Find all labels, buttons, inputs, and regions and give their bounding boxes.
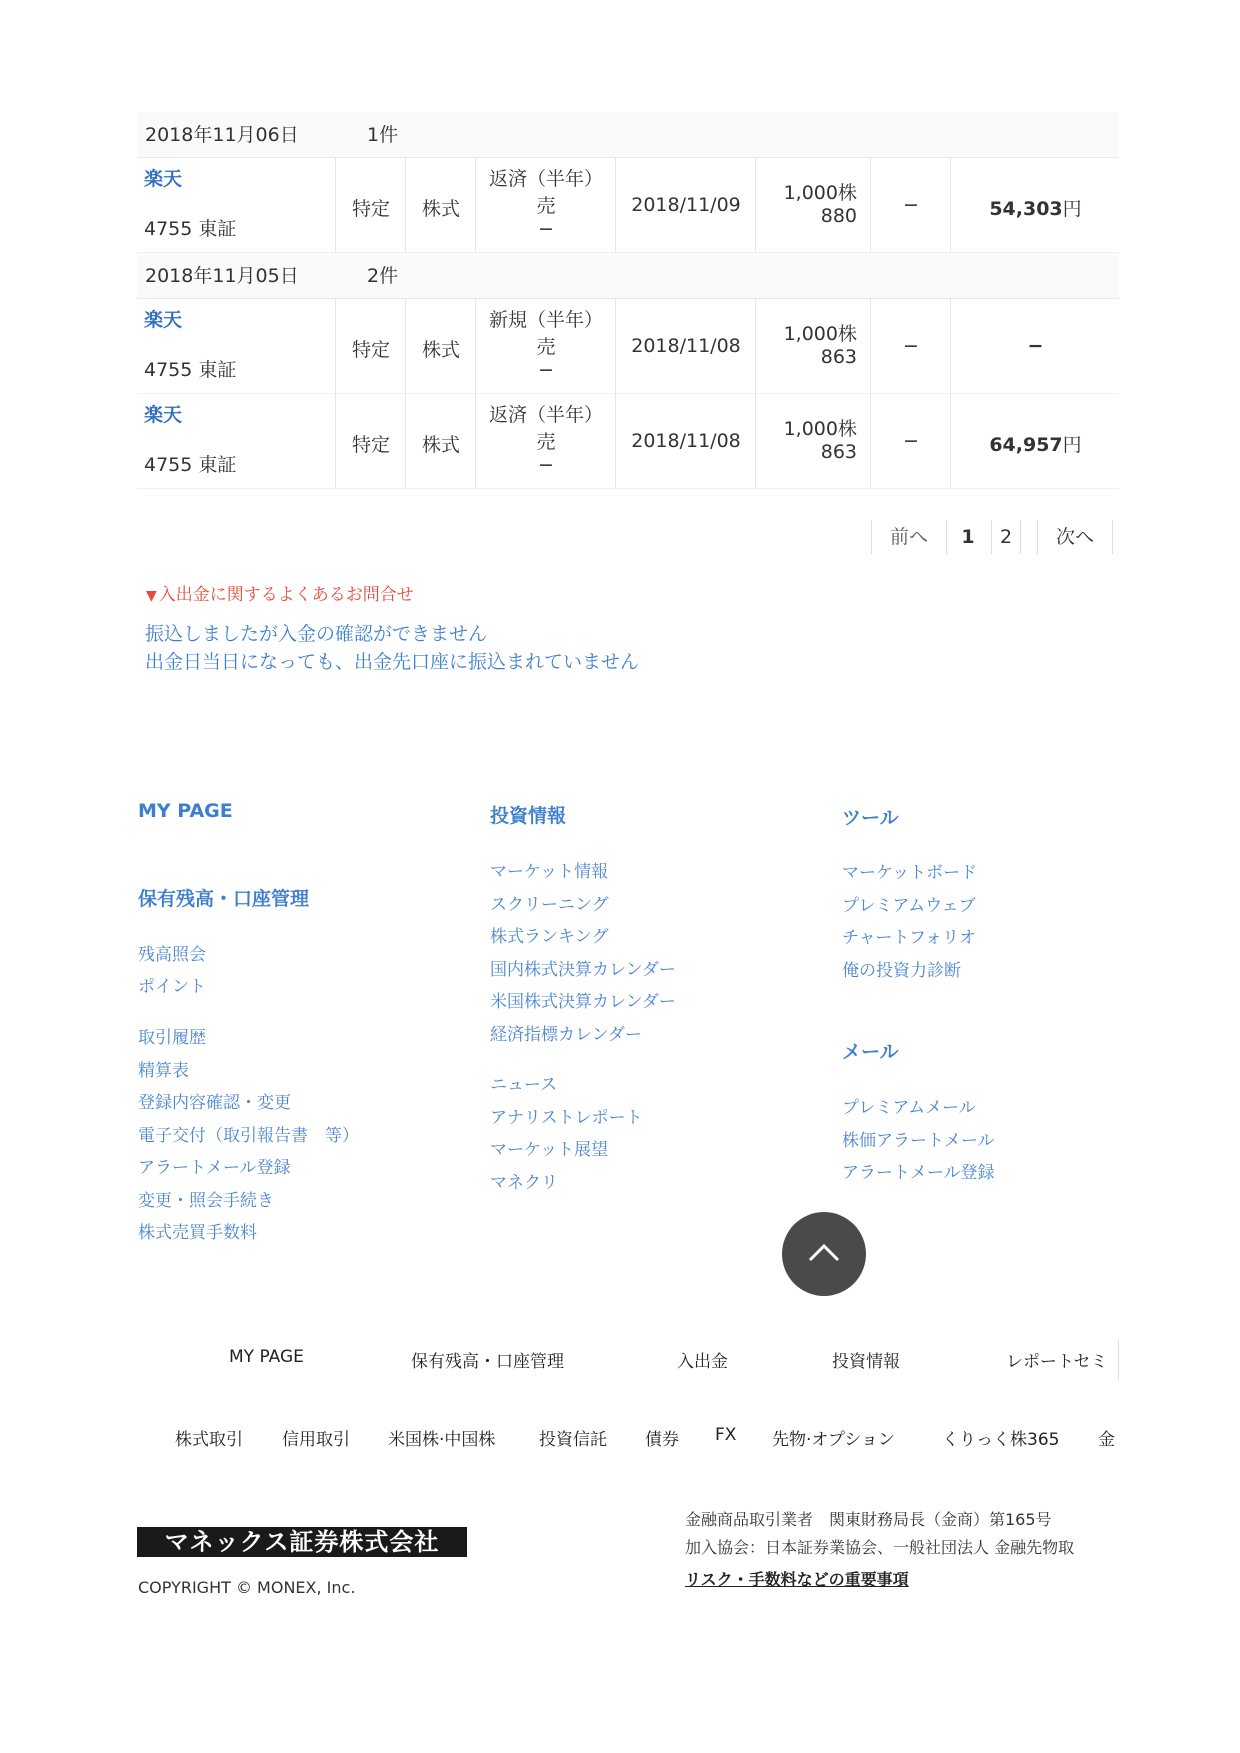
product-type: 株式 — [421, 434, 460, 456]
profit-loss-value: 54,303 — [989, 198, 1063, 220]
settlement-date-cell — [615, 394, 756, 488]
profit-loss-cell — [950, 394, 1120, 488]
settlement-date: 2018/11/08 — [631, 430, 741, 452]
footer-link[interactable]: マーケット情報 — [490, 862, 609, 882]
trade-history-table — [137, 112, 1119, 489]
quantity-cell — [755, 394, 871, 488]
trade-count: 2件 — [367, 265, 399, 287]
footer-nav-item[interactable]: 入出金 — [677, 1352, 728, 1372]
profit-loss-unit: 円 — [1062, 198, 1082, 220]
footer-link[interactable]: プレミアムウェブ — [842, 895, 976, 916]
footer-nav-item[interactable]: 投資情報 — [832, 1352, 900, 1372]
fee-cell — [870, 394, 951, 488]
trade-kind-extra: − — [538, 218, 554, 240]
faq-heading — [146, 580, 414, 605]
footer-link[interactable]: マーケット展望 — [490, 1140, 609, 1160]
footer-invest-heading[interactable]: 投資情報 — [490, 805, 567, 827]
product-cell — [405, 299, 476, 393]
footer-link[interactable]: 米国株式決算カレンダー — [490, 992, 676, 1012]
product-nav-item[interactable]: 信用取引 — [282, 1430, 350, 1450]
footer-link[interactable]: 株式売買手数料 — [138, 1223, 257, 1243]
product-nav-item[interactable]: 投資信託 — [539, 1430, 607, 1450]
footer-mypage-heading[interactable]: MY PAGE — [138, 800, 233, 822]
stock-name-link[interactable]: 楽天 — [144, 309, 183, 331]
footer-link[interactable]: プレミアムメール — [842, 1098, 976, 1118]
footer-mail-heading[interactable]: メール — [842, 1041, 899, 1063]
copyright: COPYRIGHT © MONEX, Inc. — [138, 1578, 356, 1597]
trade-kind: 新規（半年） — [488, 309, 603, 331]
faq-heading-text: 入出金に関するよくあるお問合せ — [158, 585, 414, 605]
stock-code: 4755 東証 — [144, 359, 237, 381]
account-type-cell — [335, 299, 406, 393]
settlement-date-cell — [615, 299, 756, 393]
trade-kind-cell — [475, 158, 616, 252]
trade-date: 2018年11月05日 — [145, 265, 299, 287]
settlement-date: 2018/11/09 — [631, 194, 741, 216]
product-nav-item[interactable]: くりっく株365 — [942, 1430, 1060, 1450]
footer-link[interactable]: ポイント — [138, 977, 206, 997]
settlement-date: 2018/11/08 — [631, 335, 741, 357]
trade-kind-cell — [475, 299, 616, 393]
profit-loss — [951, 335, 1120, 357]
association-info: 加入協会：日本証券業協会、一般社団法人 金融先物取 — [685, 1538, 1075, 1557]
profit-loss-cell — [950, 299, 1120, 393]
back-to-top-button[interactable] — [782, 1212, 866, 1296]
footer-link[interactable]: 取引履歴 — [138, 1028, 206, 1048]
prev-page-button[interactable]: 前へ — [871, 520, 947, 554]
trade-count: 1件 — [367, 124, 399, 146]
quantity-cell — [755, 299, 871, 393]
footer-tools-heading[interactable]: ツール — [842, 807, 899, 829]
date-group-header — [137, 112, 1119, 158]
footer-link[interactable]: 俺の投資力診断 — [842, 960, 961, 981]
account-type: 特定 — [351, 198, 390, 220]
stock-name-link[interactable]: 楽天 — [144, 404, 183, 426]
profit-loss-value: − — [1027, 335, 1044, 357]
trade-kind: 返済（半年） — [488, 168, 603, 190]
product-type: 株式 — [421, 198, 460, 220]
footer-link[interactable]: アラートメール登録 — [842, 1163, 995, 1183]
account-type: 特定 — [351, 339, 390, 361]
footer-link[interactable]: 株価アラートメール — [842, 1130, 995, 1151]
footer-link[interactable]: 株式ランキング — [490, 927, 609, 947]
chevron-up-icon — [782, 1212, 866, 1296]
risk-disclosure-link[interactable]: リスク・手数料などの重要事項 — [685, 1570, 909, 1589]
product-nav-item[interactable]: 先物·オプション — [772, 1430, 895, 1450]
page-2-link[interactable]: 2 — [991, 520, 1021, 554]
fee-cell — [870, 299, 951, 393]
footer-nav-item[interactable]: 保有残高・口座管理 — [411, 1352, 564, 1372]
footer-link[interactable]: マーケットボード — [842, 863, 978, 883]
product-nav-item[interactable]: 金 — [1098, 1430, 1115, 1450]
page-1-link[interactable]: 1 — [961, 526, 975, 548]
footer-link[interactable]: アナリストレポート — [490, 1107, 643, 1128]
footer-link[interactable]: 登録内容確認・変更 — [138, 1093, 291, 1113]
footer-nav-item[interactable]: レポートセミ — [1006, 1352, 1108, 1372]
profit-loss — [951, 194, 1120, 221]
triangle-down-icon: ▼ — [146, 588, 157, 604]
trade-side: 売 — [536, 431, 556, 453]
account-type: 特定 — [351, 434, 390, 456]
trade-date: 2018年11月06日 — [145, 124, 299, 146]
stock-cell — [137, 299, 335, 393]
account-type-cell — [335, 394, 406, 488]
product-cell — [405, 394, 476, 488]
product-nav-item[interactable]: FX — [715, 1425, 737, 1445]
product-nav-item[interactable]: 米国株·中国株 — [388, 1430, 496, 1450]
fee: − — [903, 335, 919, 357]
registration-info: 金融商品取引業者 関東財務局長（金商）第165号 — [685, 1510, 1052, 1529]
faq-link-withdraw[interactable]: 出金日当日になっても、出金先口座に振込まれていません — [145, 651, 640, 673]
profit-loss-unit: 円 — [1062, 434, 1082, 456]
quantity: 1,000株 — [783, 418, 857, 440]
profit-loss-cell — [950, 158, 1120, 252]
stock-name-link[interactable]: 楽天 — [144, 168, 183, 190]
quantity: 1,000株 — [783, 323, 857, 345]
footer-link[interactable]: 精算表 — [138, 1060, 189, 1081]
table-row — [137, 158, 1119, 253]
footer-link[interactable]: 変更・照会手続き — [138, 1190, 274, 1211]
price: 863 — [820, 441, 857, 463]
profit-loss — [951, 430, 1120, 457]
profit-loss-value: 64,957 — [989, 434, 1063, 456]
footer-link[interactable]: アラートメール登録 — [138, 1158, 291, 1178]
footer-link[interactable]: ニュース — [490, 1075, 558, 1095]
footer-account-heading[interactable]: 保有残高・口座管理 — [138, 888, 310, 910]
trade-kind-extra: − — [538, 359, 554, 381]
scroll-edge — [1118, 1340, 1119, 1380]
table-row — [137, 394, 1119, 489]
stock-code: 4755 東証 — [144, 218, 237, 240]
trade-side: 売 — [536, 195, 556, 217]
product-nav-item[interactable]: 債券 — [645, 1430, 679, 1450]
quantity: 1,000株 — [783, 182, 857, 204]
footer-link[interactable]: 経済指標カレンダー — [490, 1024, 642, 1045]
trade-kind-extra: − — [538, 454, 554, 476]
trade-side: 売 — [536, 336, 556, 358]
date-group-header — [137, 253, 1119, 299]
footer-link[interactable]: 国内株式決算カレンダー — [490, 959, 676, 980]
fee-cell — [870, 158, 951, 252]
price: 880 — [820, 205, 857, 227]
next-page-button[interactable]: 次へ — [1037, 520, 1113, 554]
quantity-cell — [755, 158, 871, 252]
stock-cell — [137, 158, 335, 252]
monex-logo: マネックス証券株式会社 — [137, 1527, 467, 1557]
footer-link[interactable]: 残高照会 — [138, 945, 206, 965]
trade-kind: 返済（半年） — [488, 404, 603, 426]
footer-link[interactable]: チャートフォリオ — [842, 928, 976, 948]
trade-kind-cell — [475, 394, 616, 488]
faq-link-deposit[interactable]: 振込しましたが入金の確認ができません — [145, 623, 488, 645]
price: 863 — [820, 346, 857, 368]
table-row — [137, 299, 1119, 394]
settlement-date-cell — [615, 158, 756, 252]
product-nav-item[interactable]: 株式取引 — [175, 1430, 243, 1450]
stock-cell — [137, 394, 335, 488]
stock-code: 4755 東証 — [144, 454, 237, 476]
product-cell — [405, 158, 476, 252]
footer-link[interactable]: 電子交付（取引報告書 等） — [138, 1125, 359, 1146]
product-type: 株式 — [421, 339, 460, 361]
footer-nav-item[interactable]: MY PAGE — [229, 1347, 304, 1367]
fee: − — [903, 430, 919, 452]
footer-link[interactable]: マネクリ — [490, 1172, 558, 1193]
account-type-cell — [335, 158, 406, 252]
footer-link[interactable]: スクリーニング — [490, 894, 609, 915]
fee: − — [903, 194, 919, 216]
